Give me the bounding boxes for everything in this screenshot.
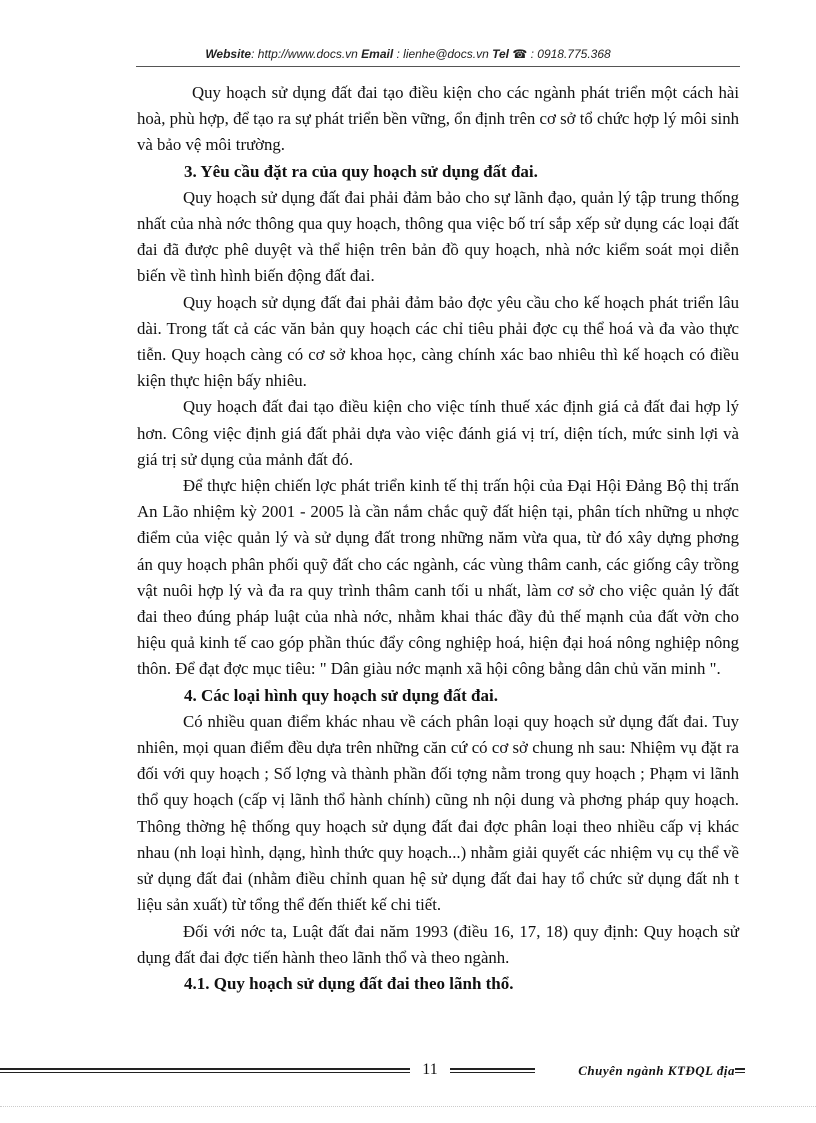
tel-label: Tel [492, 47, 509, 61]
heading-section-3: 3. Yêu cầu đặt ra của quy hoạch sử dụng đất đai. [184, 161, 538, 181]
footer-brand: Chuyên ngành KTĐQL địa [535, 1063, 735, 1079]
paragraph-types-2: Đối với nớc ta, Luật đất đai năm 1993 (điều 16, 17, 18) quy định: Quy hoạch sử dụng đất đai đợc tiến hành theo lãnh thổ và theo ngành. [137, 921, 739, 967]
heading-section-4-1: 4.1. Quy hoạch sử dụng đất đai theo lãnh thổ. [184, 973, 514, 993]
page-number: 11 [410, 1061, 450, 1079]
paragraph-requirement-1: Quy hoạch sử dụng đất đai phải đảm bảo cho sự lãnh đạo, quản lý tập trung thống nhất của nhà nớc thông qua quy hoạch, thông qua việc bố trí sắp xếp sử dụng các loại đất đai đã được phê duyệt và thể hiện trên bản đồ quy hoạch, nhà nớc kiểm soát mọi diễn biến về tình hình biến động đất đai. [137, 187, 739, 286]
email-address[interactable]: : lienhe@docs.vn [393, 47, 493, 61]
header-divider [136, 66, 740, 67]
email-label: Email [361, 47, 394, 61]
document-body [137, 80, 739, 997]
paragraph-types-1: Có nhiều quan điểm khác nhau về cách phân loại quy hoạch sử dụng đất đai. Tuy nhiên, mọi quan điểm đều dựa trên những căn cứ có cơ sở chung nh sau: Nhiệm vụ đặt ra đối với quy hoạch ; Số lợng và thành phần đối tợng nằm trong quy hoạch ; Phạm vi lãnh thổ quy hoạch (cấp vị lãnh thổ hành chính) cũng nh nội dung và phơng pháp quy hoạch. Thông thờng hệ thống quy hoạch sử dụng đất đai đợc phân loại theo nhiều cấp vị khác nhau (nh loại hình, dạng, hình thức quy hoạch...) nhằm giải quyết các nhiệm vụ cụ thể về sử dụng đất đai (nhằm điều chỉnh quan hệ sử dụng đất đai hay tổ chức sử dụng đất nh t liệu sản xuất) từ tổng thể đến thiết kế chi tiết. [137, 711, 739, 915]
page-header [0, 47, 816, 61]
page-bottom-edge [0, 1106, 816, 1107]
tel-number: ☎ : 0918.775.368 [508, 47, 611, 61]
paragraph-requirement-3: Quy hoạch đất đai tạo điều kiện cho việc tính thuế xác định giá cả đất đai hợp lý hơn. Công việc định giá đất phải dựa vào việc đánh giá vị trí, diện tích, mức sinh lợi và giá trị sử dụng của mảnh đất đó. [137, 397, 739, 469]
paragraph-intro: Quy hoạch sử dụng đất đai tạo điều kiện cho các ngành phát triển một cách hài hoà, phù hợp, để tạo ra sự phát triển bền vững, ổn định trên cơ sở tổ chức hợp lý môi sinh và bảo vệ môi trường. [137, 83, 739, 155]
heading-section-4: 4. Các loại hình quy hoạch sử dụng đất đai. [184, 685, 498, 705]
paragraph-requirement-2: Quy hoạch sử dụng đất đai phải đảm bảo đợc yêu cầu cho kế hoạch phát triển lâu dài. Trong tất cả các văn bản quy hoạch các chỉ tiêu phải đợc cụ thể hoá và đa vào thực tiễn. Quy hoạch càng có cơ sở khoa học, càng chính xác bao nhiêu thì kế hoạch có điều kiện thực hiện bấy nhiêu. [137, 292, 739, 391]
website-label: Website [205, 47, 252, 61]
paragraph-requirement-4: Để thực hiện chiến lợc phát triển kinh tế thị trấn hội của Đại Hội Đảng Bộ thị trấn An Lão nhiệm kỳ 2001 - 2005 là cần nắm chắc quỹ đất hiện tại, phân tích những u nhợc điểm của việc quản lý và sử dụng đất trong những năm vừa qua, từ đó xây dựng phơng án quy hoạch phân phối quỹ đất cho các ngành, các vùng thâm canh, các giống cây trồng vật nuôi hợp lý và đa ra quy trình thâm canh tối u nhất, làm cơ sở cho việc quản lý đất đai theo đúng pháp luật của nhà nớc, nhằm khai thác đầy đủ thế mạnh của đất vờn cho hiệu quả kinh tế cao góp phần thúc đẩy công nghiệp hoá, hiện đại hoá nông nghiệp nông thôn. Để đạt đợc mục tiêu: " Dân giàu nớc mạnh xã hội công bằng dân chủ văn minh ". [137, 476, 739, 679]
website-url[interactable]: : http://www.docs.vn [251, 47, 362, 61]
